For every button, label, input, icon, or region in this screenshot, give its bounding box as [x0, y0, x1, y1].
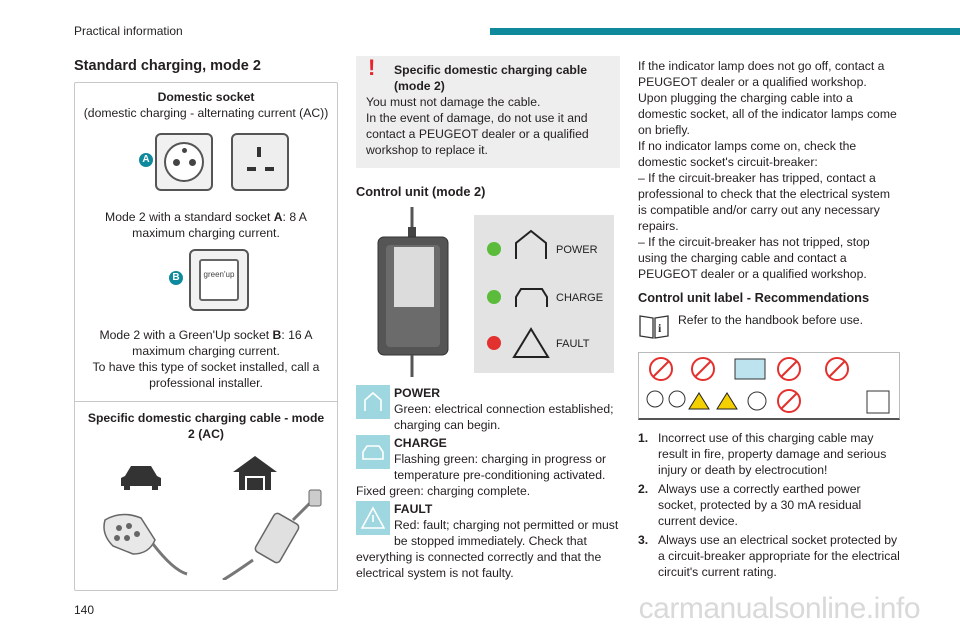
fault-led: [487, 336, 501, 350]
control-unit-illustration: [356, 207, 620, 377]
fault-indicator: [356, 499, 620, 581]
power-indicator: [356, 385, 620, 433]
section-title: Practical information: [74, 24, 183, 38]
label-recommendations-heading: Control unit label - Recommendations: [638, 290, 870, 305]
greenup-logo: green'up: [199, 259, 239, 301]
charge-car-icon: [356, 435, 390, 469]
list-item: [638, 481, 902, 529]
list-item: [638, 532, 902, 580]
column-3: [638, 58, 902, 583]
greenup-socket-image: [83, 247, 329, 319]
uk-socket-image: [231, 133, 289, 191]
mode2-b-letter: B: [272, 328, 282, 342]
car-icon: [121, 466, 161, 490]
legend-charge: CHARGE: [556, 292, 604, 304]
cable-svg: [83, 450, 329, 580]
item-text: Always use a correctly earthed power socket, protected by a 30 mA residual current device.: [658, 482, 862, 528]
domestic-socket-panel: [74, 82, 338, 591]
indicator-instructions: If the indicator lamp does not go off, contact a PEUGEOT dealer or a qualified workshop. Upon plugging the charging cable into a domestic socket, all of the indicator lamps come on briefly. If no indicator lamps come on, check the domestic socket's circuit-breaker: – If the circuit-breaker has tripped, contact a professional to check that the electrical system is compatible and/or carry out any necessary repairs. – If the circuit-breaker has not tripped, stop using the charging cable and contact a PEUGEOT dealer or a qualified workshop.: [638, 59, 897, 281]
house-icon: [233, 456, 277, 490]
fault-triangle-icon: [356, 501, 390, 535]
cable-illustration: [83, 450, 329, 580]
heading-standard-charging: Standard charging, mode 2: [74, 58, 261, 74]
page-number: 140: [74, 603, 95, 617]
warning-body: You must not damage the cable. In the event of damage, do not use it and contact a PEUGEOT dealer or a qualified workshop to replace it.: [366, 95, 589, 157]
ev-connector-icon: [104, 514, 187, 574]
legend-power: POWER: [556, 244, 598, 256]
item-number: 1.: [638, 431, 649, 445]
handbook-reference: [638, 312, 902, 342]
power-body: Green: electrical connection established; charging can begin.: [394, 402, 614, 432]
power-led: [487, 242, 501, 256]
charge-indicator: [356, 433, 620, 499]
cable-warning-box: [356, 56, 620, 168]
charge-body: Flashing green: charging in progress or temperature pre-conditioning activated. Fixed green: charging complete.: [356, 452, 607, 498]
domestic-socket-subtitle: (domestic charging - alternating current (AC)): [83, 106, 329, 120]
control-unit-svg: [356, 207, 620, 377]
item-number: 3.: [638, 533, 649, 547]
mode2-b-text-end: : 16 A maximum charging current.: [132, 328, 313, 358]
mode2-b-note: To have this type of socket installed, call a professional installer.: [92, 360, 320, 390]
label-a: A: [139, 153, 153, 167]
mode2-a-text: Mode 2 with a standard socket: [105, 210, 274, 224]
item-text: Incorrect use of this charging cable may result in fire, property damage and serious injury or death by electrocution!: [658, 431, 887, 477]
fault-title: FAULT: [394, 502, 433, 516]
handbook-icon: [638, 312, 670, 340]
mode2-b-text: Mode 2 with a Green'Up socket: [99, 328, 273, 342]
column-1: [74, 58, 338, 591]
warning-icon: !: [368, 55, 376, 80]
column-2: [356, 56, 620, 581]
control-unit-label-image: [638, 352, 900, 420]
mode2-a-letter: A: [273, 210, 283, 224]
svg-text:i: i: [658, 321, 662, 335]
warning-title: Specific domestic charging cable (mode 2): [394, 63, 588, 93]
power-house-icon: [356, 385, 390, 419]
power-title: POWER: [394, 386, 441, 400]
list-item: [638, 430, 902, 478]
mode2-a-text-end: : 8 A maximum charging current.: [132, 210, 307, 240]
fault-body: Red: fault; charging not permitted or must be stopped immediately. Check that everything is connected correctly and that the electrical system is not faulty.: [356, 518, 619, 580]
label-b: B: [169, 271, 183, 285]
item-text: Always use an electrical socket protected by a circuit-breaker appropriate for the electrical circuit's current rating.: [658, 533, 900, 579]
control-unit-heading: Control unit (mode 2): [356, 184, 486, 199]
legend-fault: FAULT: [556, 338, 590, 350]
cable-title: Specific domestic charging cable - mode 2 (AC): [87, 411, 325, 441]
socket-images: [83, 129, 329, 203]
label-pictograms: [639, 353, 901, 421]
watermark: carmanualsonline.info: [638, 592, 920, 625]
header-bar: [490, 28, 960, 35]
charge-led: [487, 290, 501, 304]
charge-title: CHARGE: [394, 436, 447, 450]
item-number: 2.: [638, 482, 649, 496]
domestic-socket-title: Domestic socket: [157, 90, 255, 104]
cable-control-box-icon: [223, 490, 321, 580]
recommendations-list: [638, 430, 902, 580]
standard-socket-a-image: [155, 133, 213, 191]
control-unit-device-image: [378, 207, 448, 377]
handbook-text: Refer to the handbook before use.: [678, 313, 863, 327]
